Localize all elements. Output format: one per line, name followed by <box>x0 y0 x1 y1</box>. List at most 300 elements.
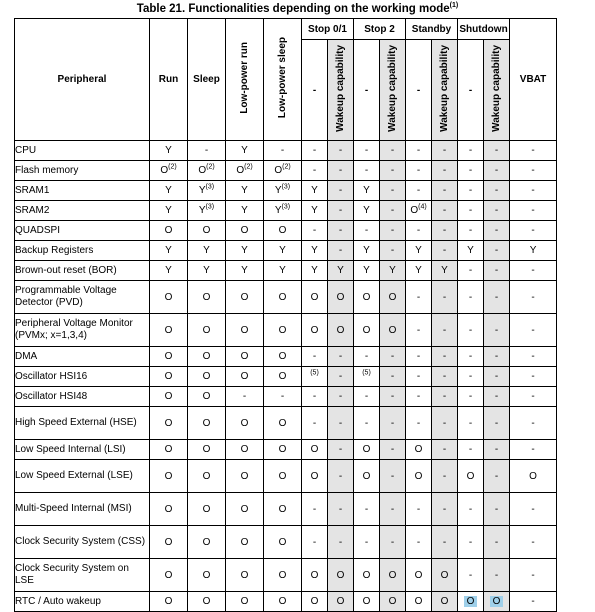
cell-value <box>363 245 370 256</box>
cell-value <box>339 145 342 156</box>
cell-main-text: - <box>442 185 447 196</box>
table-cell <box>226 407 264 440</box>
table-cell <box>188 559 226 592</box>
cell-value <box>469 351 472 362</box>
cell-main-text: - <box>390 470 395 482</box>
cell-value <box>279 596 287 607</box>
cell-main-text: O <box>278 444 287 455</box>
cell-value <box>495 265 498 276</box>
table-row <box>15 460 557 493</box>
cell-value <box>241 292 249 303</box>
cell-main-text: - <box>494 569 499 581</box>
cell-value <box>241 418 249 429</box>
cell-value <box>415 471 423 482</box>
table-cell <box>188 241 226 261</box>
cell-value <box>241 351 249 362</box>
cell-main-text: - <box>442 291 447 303</box>
table-cell <box>264 493 302 526</box>
table-row <box>15 281 557 314</box>
cell-value <box>279 325 287 336</box>
header-stop2: Stop 2 <box>354 19 406 40</box>
cell-main-text: Y <box>198 185 206 196</box>
cell-main-text: O <box>202 444 211 455</box>
cell-value <box>443 292 446 303</box>
cell-value <box>469 391 472 402</box>
cell-value <box>531 225 534 236</box>
table-cell <box>354 407 380 440</box>
table-cell <box>226 493 264 526</box>
cell-value <box>443 325 446 336</box>
cell-value <box>391 418 394 429</box>
cell-value <box>339 537 342 548</box>
cell-main-text: - <box>416 391 421 402</box>
table-cell <box>484 460 510 493</box>
table-cell <box>354 559 380 592</box>
table-cell <box>264 559 302 592</box>
table-cell <box>354 314 380 347</box>
cell-main-text: - <box>312 145 317 156</box>
cell-value <box>441 570 449 581</box>
cell-main-text: - <box>416 291 421 303</box>
peripheral-name: SRAM2 <box>15 201 150 221</box>
cell-value <box>279 471 287 482</box>
cell-main-text: - <box>468 371 473 382</box>
cell-value <box>363 185 370 196</box>
table-cell <box>406 201 432 221</box>
table-cell <box>328 281 354 314</box>
table-cell <box>188 493 226 526</box>
dash-label: - <box>312 84 317 96</box>
cell-value <box>365 537 368 548</box>
header-stop01: Stop 0/1 <box>302 19 354 40</box>
cell-value <box>313 391 316 402</box>
cell-main-text: - <box>338 470 343 482</box>
peripheral-name: Low Speed External (LSE) <box>15 460 150 493</box>
cell-main-text: O <box>240 371 249 382</box>
cell-main-text: - <box>468 391 473 402</box>
cell-main-text: O <box>202 324 211 336</box>
table-cell <box>188 367 226 387</box>
cell-main-text: Y <box>467 245 474 256</box>
cell-value <box>495 185 498 196</box>
table-cell <box>188 281 226 314</box>
cell-value <box>241 504 249 515</box>
table-cell <box>510 241 557 261</box>
cell-value <box>531 444 534 455</box>
dash-label: - <box>416 84 421 96</box>
table-cell <box>406 221 432 241</box>
cell-footnote: (3) <box>205 203 215 211</box>
table-cell <box>484 559 510 592</box>
table-cell <box>226 559 264 592</box>
table-row <box>15 367 557 387</box>
table-cell <box>406 241 432 261</box>
cell-main-text: - <box>364 503 369 515</box>
table-cell <box>264 281 302 314</box>
table-cell <box>150 314 188 347</box>
cell-main-text: Y <box>415 265 422 276</box>
table-cell <box>354 526 380 559</box>
cell-value <box>241 185 248 196</box>
cell-value <box>339 504 342 515</box>
cell-main-text: Y <box>165 145 172 156</box>
cell-main-text: O <box>278 569 287 581</box>
cell-value <box>495 245 498 256</box>
table-cell <box>226 161 264 181</box>
cell-value <box>469 444 472 455</box>
cell-main-text: - <box>494 417 499 429</box>
table-cell <box>484 440 510 460</box>
cell-main-text: - <box>338 351 343 362</box>
cell-value <box>165 245 172 256</box>
table-cell <box>354 201 380 221</box>
cell-value <box>165 444 173 455</box>
table-cell <box>328 460 354 493</box>
table-cell <box>302 367 328 387</box>
cell-main-text: Y <box>363 185 370 196</box>
peripheral-name: Programmable Voltage Detector (PVD) <box>15 281 150 314</box>
table-cell <box>226 367 264 387</box>
table-cell <box>458 314 484 347</box>
cell-value <box>281 391 284 402</box>
cell-main-text: - <box>338 245 343 256</box>
table-cell <box>150 493 188 526</box>
table-cell <box>264 261 302 281</box>
table-cell <box>484 314 510 347</box>
table-cell <box>484 181 510 201</box>
cell-main-text: - <box>416 371 421 382</box>
table-cell <box>264 460 302 493</box>
table-cell <box>328 161 354 181</box>
cell-value <box>417 185 420 196</box>
table-cell <box>432 493 458 526</box>
cell-main-text: O <box>362 324 371 336</box>
cell-value <box>310 371 319 382</box>
table-cell <box>380 201 406 221</box>
cell-main-text: O <box>529 470 537 482</box>
table-cell <box>458 347 484 367</box>
cell-main-text: Y <box>203 265 210 276</box>
cell-value <box>165 225 173 236</box>
table-cell <box>380 161 406 181</box>
table-cell <box>188 161 226 181</box>
dash-label: - <box>468 84 473 96</box>
table-cell <box>432 440 458 460</box>
cell-value <box>337 265 344 276</box>
table-row <box>15 407 557 440</box>
cell-value <box>205 145 208 156</box>
table-cell <box>484 526 510 559</box>
cell-value <box>363 570 371 581</box>
cell-main-text: Y <box>311 185 318 196</box>
cell-value <box>469 185 472 196</box>
table-cell <box>264 440 302 460</box>
cell-value <box>469 537 472 548</box>
table-cell <box>406 261 432 281</box>
cell-value <box>391 351 394 362</box>
peripheral-name: Oscillator HSI48 <box>15 387 150 407</box>
cell-value <box>531 504 534 515</box>
cell-main-text: - <box>468 265 473 276</box>
cell-value <box>199 205 214 216</box>
cell-value <box>339 371 342 382</box>
cell-main-text: O <box>202 596 211 607</box>
peripheral-name: RTC / Auto wakeup <box>15 592 150 612</box>
cell-value <box>311 471 319 482</box>
cell-main-text: - <box>338 185 343 196</box>
cell-main-text: - <box>338 225 343 236</box>
cell-value <box>391 471 394 482</box>
cell-value <box>337 292 345 303</box>
cell-value <box>279 292 287 303</box>
table-cell <box>510 460 557 493</box>
cell-footnote: (2) <box>206 163 215 171</box>
cell-value <box>165 325 173 336</box>
table-cell <box>226 526 264 559</box>
peripheral-name: QUADSPI <box>15 221 150 241</box>
cell-main-text: - <box>442 324 447 336</box>
cell-main-text: - <box>364 417 369 429</box>
cell-value <box>365 351 368 362</box>
table-row <box>15 181 557 201</box>
cell-main-text: Y <box>337 265 344 276</box>
cell-main-text: O <box>388 569 397 581</box>
table-cell <box>226 387 264 407</box>
cell-value <box>389 570 397 581</box>
table-cell <box>406 493 432 526</box>
cell-value <box>417 391 420 402</box>
cell-value <box>531 371 534 382</box>
table-cell <box>150 281 188 314</box>
cell-value <box>469 165 472 176</box>
cell-main-text: Y <box>241 245 248 256</box>
cell-value <box>311 265 318 276</box>
dash-label: - <box>364 84 369 96</box>
cell-value <box>311 245 318 256</box>
table-cell <box>510 526 557 559</box>
cell-main-text: O <box>310 569 319 581</box>
cell-main-text: O <box>160 165 169 176</box>
cell-value <box>495 292 498 303</box>
cell-main-text: - <box>338 165 343 176</box>
cell-value <box>417 225 420 236</box>
table-cell <box>354 241 380 261</box>
cell-main-text: - <box>338 417 343 429</box>
cell-main-text: - <box>468 165 473 176</box>
cell-value <box>275 205 290 216</box>
table-row <box>15 559 557 592</box>
table-cell <box>510 493 557 526</box>
cell-main-text: - <box>531 503 535 515</box>
cell-value <box>241 145 248 156</box>
cell-value <box>415 596 423 607</box>
cell-value <box>469 418 472 429</box>
table-cell <box>458 141 484 161</box>
cell-value <box>529 471 537 482</box>
cell-main-text: - <box>468 444 473 455</box>
cell-value <box>203 371 211 382</box>
cell-value <box>279 418 287 429</box>
cell-value <box>241 265 248 276</box>
cell-main-text: Y <box>165 265 172 276</box>
cell-value <box>417 504 420 515</box>
cell-value <box>531 351 534 362</box>
cell-value <box>339 225 342 236</box>
header-lp-run <box>226 19 264 141</box>
table-cell <box>432 241 458 261</box>
table-cell <box>432 526 458 559</box>
cell-main-text: - <box>390 205 395 216</box>
cell-value <box>165 145 172 156</box>
table-cell <box>380 526 406 559</box>
cell-main-text: - <box>338 444 343 455</box>
cell-value <box>391 225 394 236</box>
cell-value <box>415 245 422 256</box>
cell-value <box>165 205 172 216</box>
table-cell <box>264 141 302 161</box>
table-cell <box>328 314 354 347</box>
cell-main-text: O <box>410 205 419 216</box>
cell-value <box>530 245 537 256</box>
header-standby-wakeup <box>432 40 458 141</box>
cell-main-text: Y <box>165 245 172 256</box>
table-cell <box>302 201 328 221</box>
cell-main-text: - <box>416 536 421 548</box>
cell-value <box>203 325 211 336</box>
table-cell <box>406 314 432 347</box>
cell-main-text: - <box>312 351 317 362</box>
cell-main-text: O <box>362 596 371 607</box>
cell-main-text: O <box>240 225 249 236</box>
cell-main-text: O <box>414 444 423 455</box>
header-stop2-wakeup <box>380 40 406 141</box>
cell-main-text: O <box>466 470 475 482</box>
cell-main-text: - <box>364 165 369 176</box>
cell-value <box>339 245 342 256</box>
cell-value <box>363 596 371 607</box>
cell-main-text: - <box>494 444 499 455</box>
table-cell <box>458 440 484 460</box>
table-cell <box>328 367 354 387</box>
cell-main-text: - <box>468 569 473 581</box>
cell-main-text: - <box>390 536 395 548</box>
cell-main-text: O <box>388 291 397 303</box>
cell-main-text: - <box>494 145 499 156</box>
table-cell <box>328 387 354 407</box>
cell-value <box>311 205 318 216</box>
cell-footnote: (4) <box>418 203 427 211</box>
cell-value <box>467 245 474 256</box>
cell-main-text: - <box>494 391 499 402</box>
cell-value <box>203 225 211 236</box>
table-cell <box>150 367 188 387</box>
table-cell <box>302 460 328 493</box>
table-cell <box>484 281 510 314</box>
cell-value <box>469 292 472 303</box>
table-cell <box>432 347 458 367</box>
cell-main-text: - <box>531 185 535 196</box>
cell-main-text: - <box>280 145 285 156</box>
table-cell <box>458 261 484 281</box>
cell-main-text: - <box>442 371 447 382</box>
cell-main-text: O <box>240 291 249 303</box>
cell-main-text: - <box>531 351 535 362</box>
table-cell <box>380 460 406 493</box>
table-cell <box>328 261 354 281</box>
table-cell <box>354 493 380 526</box>
cell-value <box>165 504 173 515</box>
cell-main-text: - <box>468 205 473 216</box>
cell-value <box>313 145 316 156</box>
cell-value <box>203 504 211 515</box>
cell-main-text: - <box>390 371 395 382</box>
cell-value <box>203 537 211 548</box>
cell-main-text: - <box>312 165 317 176</box>
cell-value <box>279 504 287 515</box>
table-cell <box>380 181 406 201</box>
table-cell <box>264 407 302 440</box>
table-cell <box>380 347 406 367</box>
cell-main-text: O <box>240 324 249 336</box>
table-cell <box>328 347 354 367</box>
table-cell <box>458 559 484 592</box>
table-cell <box>432 407 458 440</box>
cell-main-text: O <box>202 569 211 581</box>
cell-value <box>199 185 214 196</box>
cell-main-text: O <box>278 470 287 482</box>
cell-main-text: - <box>494 225 499 236</box>
table-cell <box>264 161 302 181</box>
table-cell <box>406 407 432 440</box>
cell-main-text: O <box>202 417 211 429</box>
table-cell <box>432 181 458 201</box>
cell-main-text: - <box>494 291 499 303</box>
table-cell <box>302 241 328 261</box>
cell-value <box>363 325 371 336</box>
table-cell <box>328 559 354 592</box>
cell-main-text: O <box>310 470 319 482</box>
cell-main-text: - <box>531 205 535 216</box>
cell-main-text: O <box>336 596 345 607</box>
cell-main-text: O <box>240 444 249 455</box>
wakeup-label: Wakeup capability <box>335 44 346 132</box>
cell-main-text: - <box>531 569 535 581</box>
table-cell <box>510 440 557 460</box>
cell-main-text: - <box>338 371 343 382</box>
peripheral-name: CPU <box>15 141 150 161</box>
table-cell <box>484 261 510 281</box>
cell-main-text: Y <box>241 185 248 196</box>
cell-main-text: Y <box>279 245 286 256</box>
cell-value <box>203 418 211 429</box>
table-cell <box>226 141 264 161</box>
cell-value <box>311 596 319 607</box>
cell-main-text: O <box>278 351 287 362</box>
cell-footnote: (3) <box>281 203 291 211</box>
cell-main-text: - <box>390 225 395 236</box>
cell-main-text: O <box>164 596 173 607</box>
cell-main-text: O <box>240 503 249 515</box>
cell-value <box>275 185 290 196</box>
cell-main-text: O <box>440 569 449 581</box>
cell-main-text: - <box>468 225 473 236</box>
cell-value <box>495 504 498 515</box>
cell-main-text: - <box>468 503 473 515</box>
table-cell <box>510 221 557 241</box>
table-cell <box>380 261 406 281</box>
cell-main-text: - <box>494 536 499 548</box>
table-cell <box>354 347 380 367</box>
